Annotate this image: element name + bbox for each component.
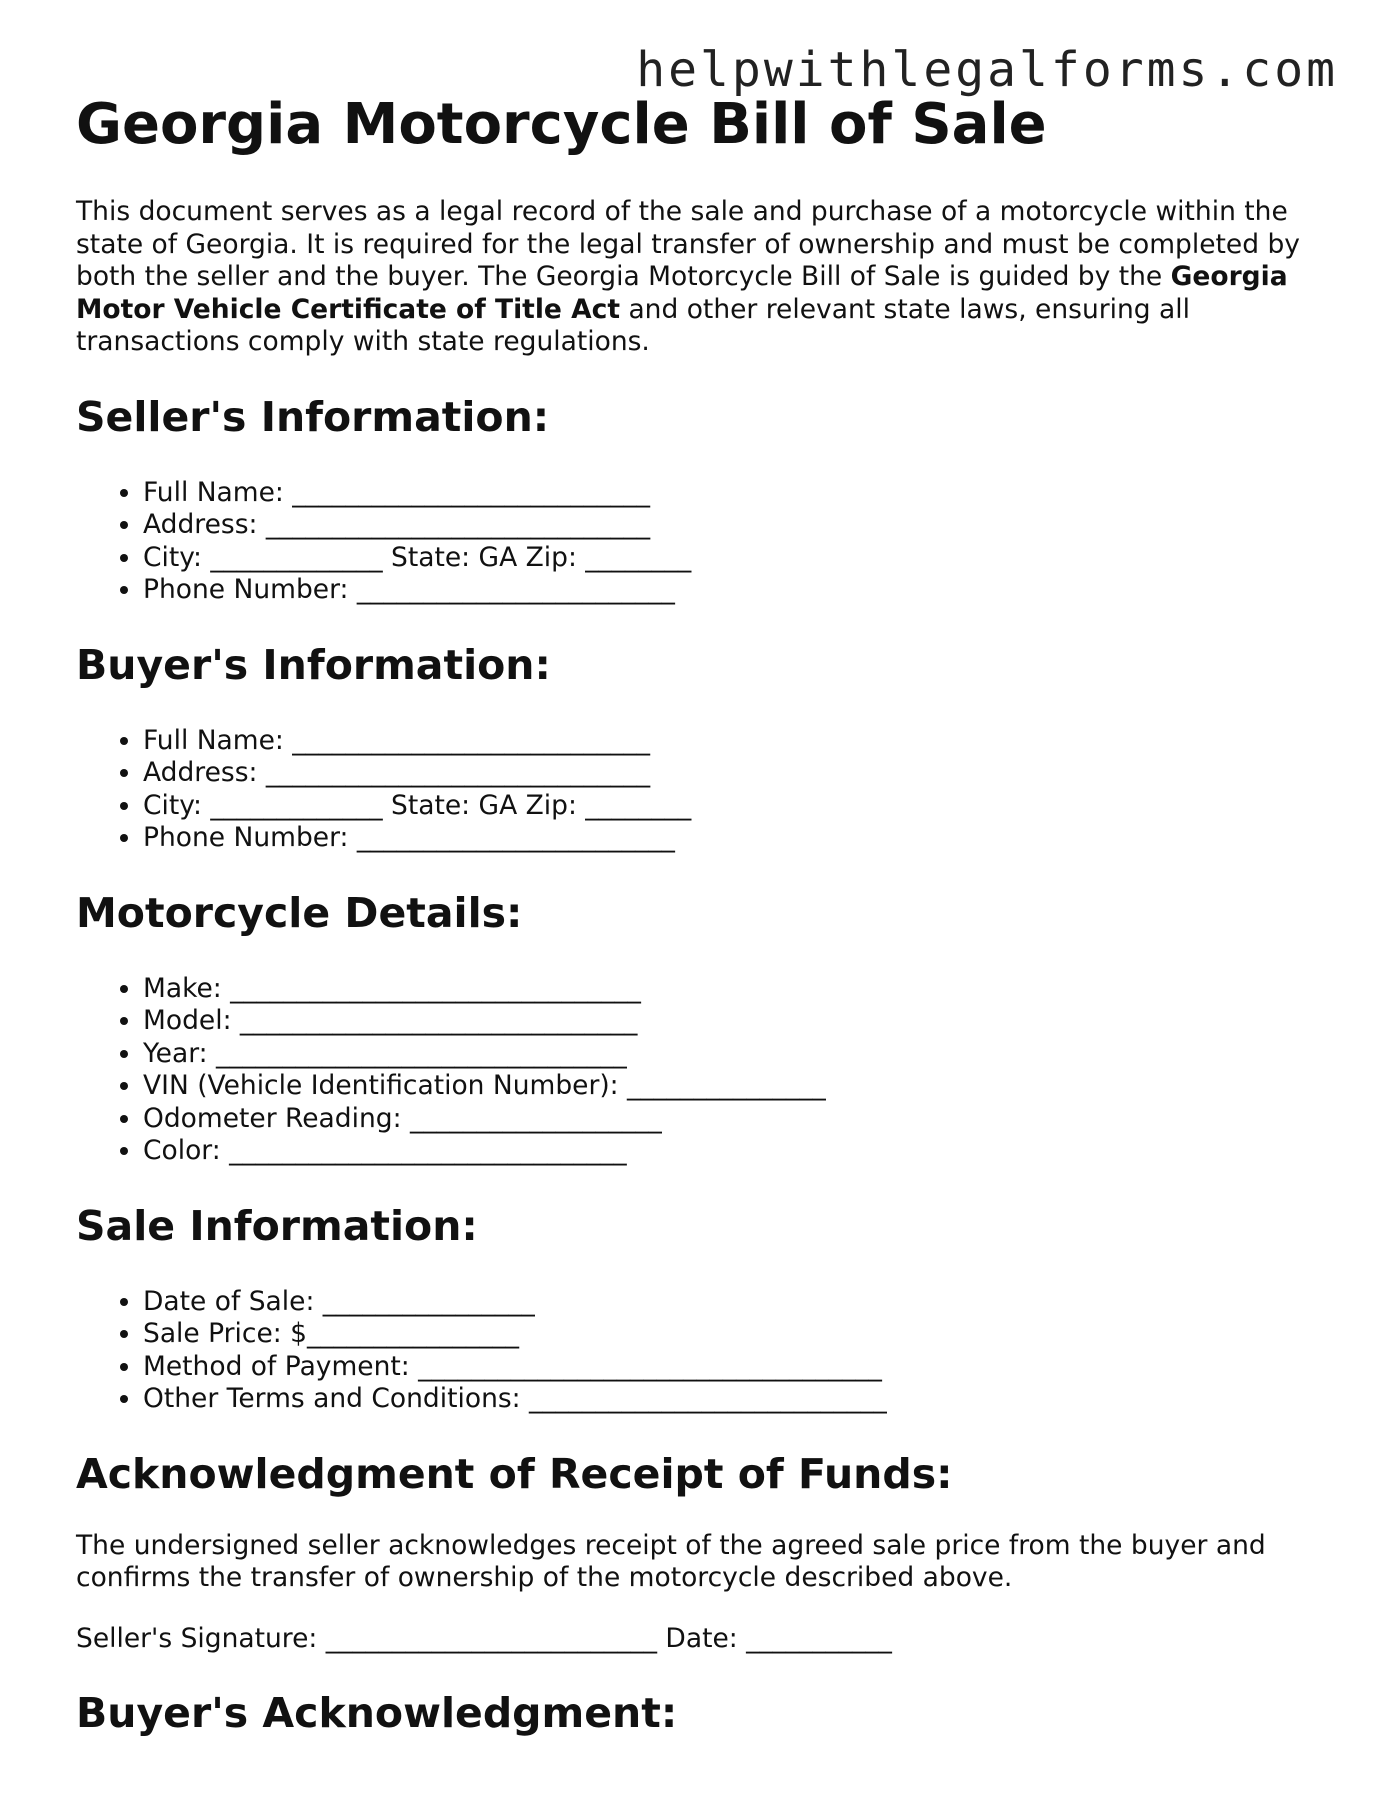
acknowledgment-heading: Acknowledgment of Receipt of Funds: — [76, 1449, 953, 1498]
odometer-field: • Odometer Reading: ___________________ — [143, 1103, 1326, 1136]
intro-act-name: Georgia Motor Vehicle Certificate of Title Act — [76, 261, 1288, 325]
year-field: • Year: _______________________________ — [143, 1038, 1326, 1071]
make-field: • Make: _______________________________ — [143, 973, 1326, 1006]
motorcycle-heading: Motorcycle Details: — [76, 888, 523, 937]
sale-price-field: • Sale Price: $________________ — [143, 1318, 1326, 1351]
document-body — [76, 196, 1326, 1737]
seller-section — [76, 393, 1326, 607]
acknowledgment-section — [76, 1450, 1326, 1656]
page-title: Georgia Motorcycle Bill of Sale — [76, 92, 1047, 157]
buyer-city-field: • City: _____________ State: GA Zip: ________ — [143, 790, 1326, 823]
vin-field: • VIN (Vehicle Identification Number): _______________ — [143, 1070, 1326, 1103]
intro-text-start: This document serves as a legal record of the sale and purchase of a motorcycle within the state of Georgia. It is required for the legal transfer of ownership and must be completed by both the seller and the buyer. The Georgia Motorcycle Bill of Sale is guided by the — [76, 196, 1300, 292]
model-field: • Model: ______________________________ — [143, 1005, 1326, 1038]
buyer-heading: Buyer's Information: — [76, 640, 551, 689]
buyer-phone-field: • Phone Number: ________________________ — [143, 822, 1326, 855]
motorcycle-section — [76, 889, 1326, 1168]
seller-heading: Seller's Information: — [76, 392, 550, 441]
buyer-address-field: • Address: _____________________________ — [143, 757, 1326, 790]
other-terms-field: • Other Terms and Conditions: ___________________________ — [143, 1383, 1326, 1416]
color-field: • Color: ______________________________ — [143, 1135, 1326, 1168]
sale-section — [76, 1202, 1326, 1416]
buyer-section — [76, 641, 1326, 855]
seller-full-name-field: • Full Name: ___________________________ — [143, 477, 1326, 510]
seller-signature-line: Seller's Signature: _________________________ Date: ___________ — [76, 1622, 892, 1654]
sale-heading: Sale Information: — [76, 1201, 478, 1250]
seller-phone-field: • Phone Number: ________________________ — [143, 574, 1326, 607]
date-of-sale-field: • Date of Sale: ________________ — [143, 1286, 1326, 1319]
intro-text-end: and other relevant state laws, ensuring all transactions comply with state regulations. — [76, 293, 1190, 357]
buyer-fields — [76, 725, 1326, 855]
site-watermark: helpwithlegalforms.com — [636, 42, 1338, 98]
sale-fields — [76, 1286, 1326, 1416]
buyer-ack-heading: Buyer's Acknowledgment: — [76, 1689, 678, 1737]
seller-fields — [76, 477, 1326, 607]
buyer-ack-section — [76, 1689, 1326, 1737]
buyer-full-name-field: • Full Name: ___________________________ — [143, 725, 1326, 758]
intro-paragraph — [76, 196, 1326, 359]
seller-address-field: • Address: _____________________________ — [143, 509, 1326, 542]
acknowledgment-text: The undersigned seller acknowledges receipt of the agreed sale price from the buyer and confirms the transfer of ownership of the motorcycle described above. — [76, 1529, 1266, 1593]
payment-method-field: • Method of Payment: ___________________________________ — [143, 1351, 1326, 1384]
motorcycle-fields — [76, 973, 1326, 1168]
seller-city-field: • City: _____________ State: GA Zip: ________ — [143, 542, 1326, 575]
